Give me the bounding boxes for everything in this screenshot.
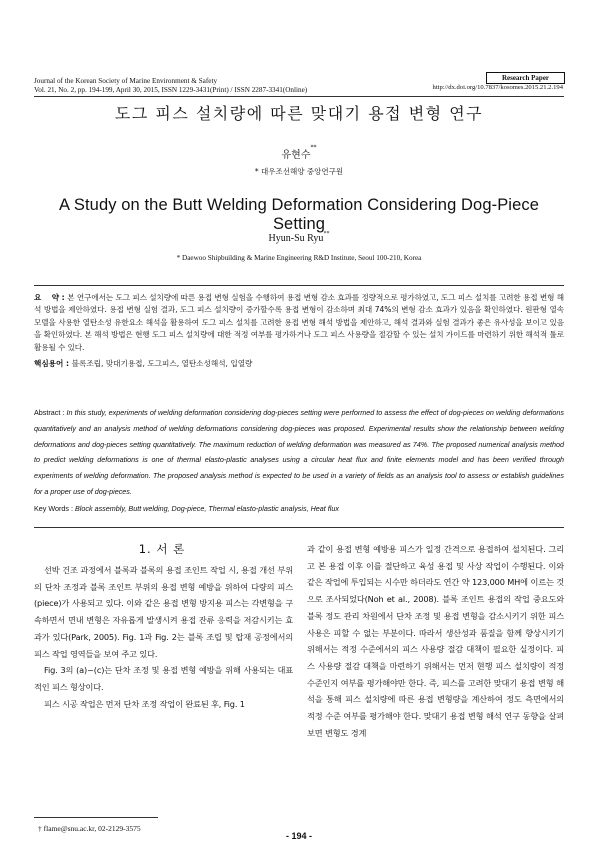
journal-name: Journal of the Korean Society of Marine Environment & Safety [34,77,218,85]
abstract-top-rule [34,285,564,286]
header-rule [34,96,564,97]
korean-keywords-label: 핵심용어 : [34,359,72,368]
page-number: - 194 - [285,831,312,841]
body-paragraph: 선박 건조 과정에서 블록과 블록의 용접 조인트 작업 시, 용접 개선 부위의 단차 조정과 블록 조인트 부위의 용접 변형 예방을 위하여 다량의 피스(piece)가 사용되고 있다. 이와 같은 용접 변형 방지용 피스는 각변형을 구속하면서 면내 변형은 자유롭게 발생시켜 용접 잔류 응력을 저감시키는 효과가 있다(Park, 2005). Fig. 1과 Fig. 2는 블록 조립 및 탑재 공정에서의 피스 작업 영역들을 보여 주고 있다. [34,565,293,659]
footnote-rule [34,817,158,818]
korean-author-name: 유현수 [281,150,311,161]
korean-keywords-text: 블록조립, 맞대기용접, 도그피스, 열탄소성해석, 입열량 [71,359,253,368]
english-abstract-label: Abstract : [34,408,67,417]
korean-abstract-label: 요 약 : [34,293,68,302]
corresponding-author-footnote: † flame@snu.ac.kr, 02-2129-3575 [38,824,141,833]
korean-abstract [34,292,564,354]
english-author-name: Hyun-Su Ryu [268,233,324,244]
section-title-introduction: 1. 서 론 [138,542,186,556]
korean-author [34,146,564,161]
doi-link[interactable]: http://dx.doi.org/10.7837/kosomes.2015.21.2.194 [432,84,563,91]
body-left-column [34,562,293,712]
english-keywords-label: Key Words : [34,504,76,513]
body-paragraph: 피스 시공 작업은 먼저 단차 조정 작업이 완료된 후, Fig. 1 [44,698,245,709]
english-keywords [34,504,564,513]
research-paper-badge: Research Paper [486,72,565,84]
body-right-column [307,541,564,741]
english-abstract-text: In this study, experiments of welding deformation considering dog-pieces setting were performed to assess the effect of dog-pieces on welding deformations quantitatively and an analysis method of welding deformations considering dog-pieces was proposed. Experimental results show the relationship between welding deformations and dog-pieces setting quantitatively. The maximum reduction of welding deformation was measured as 74%. The proposed numerical analysis method to predict welding deformations is one of thermal elasto-plastic analyses using a circular heat flux and finite elements model and has been verified through experiments of welding deformation. The proposed analysis method is expected to be used in a variety of fields as an analysis tool to assess or establish guidelines for a proper use of dog-pieces. [34,408,564,496]
korean-author-mark: ** [310,144,317,151]
korean-title: 도그 피스 설치량에 따른 맞대기 용접 변형 연구 [114,104,484,123]
journal-citation: Vol. 21, No. 2, pp. 194-199, April 30, 2015, ISSN 1229-3431(Print) / ISSN 2287-3341(Online) [34,86,308,94]
korean-abstract-text: 본 연구에서는 도그 피스 설치량에 따른 용접 변형 실험을 수행하여 용접 변형 감소 효과를 정량적으로 평가하였고, 도그 피스 설치를 고려한 용접 변형 해석 방법을 제안하였다. 용접 변형 실험 결과, 도그 피스 설치량이 증가할수록 용접 변형이 감소하며 최대 74%의 변형 감소 효과가 있음을 확인하였다. 원판형 열속 모델을 사용한 열탄소성 유한요소 해석을 활용하여 도그 피스 설치를 고려한 용접 변형 해석 방법을 제안하고, 해석 결과와 실험 결과가 좋은 유사성을 보이고 있음을 확인하였다. 본 해석 방법은 현행 도그 피스 설치량에 대한 적정 여부를 평가하거나 도그 피스 사용량을 절감할 수 있는 설치 가이드를 마련하기 위한 해석적 툴로 활용될 수 있다. [34,293,564,352]
english-keywords-text: Block assembly, Butt welding, Dog-piece, Thermal elasto-plastic analysis, Heat flux [75,504,339,513]
korean-keywords [34,358,564,369]
body-paragraph: Fig. 3의 (a)~(c)는 단차 조정 및 용접 변형 예방을 위해 사용되는 대표적인 피스 형상이다. [34,665,293,692]
english-title: A Study on the Butt Welding Deformation Considering Dog-Piece Setting [59,196,539,233]
korean-affiliation: * 대우조선해양 중앙연구원 [254,167,344,176]
english-affiliation: * Daewoo Shipbuilding & Marine Engineering R&D Institute, Seoul 100-210, Korea [176,254,422,262]
english-author [34,233,564,244]
english-author-mark: ** [323,231,330,237]
abstract-bottom-rule [34,527,564,528]
body-paragraph: 과 같이 용접 변형 예방용 피스가 일정 간격으로 용접하여 설치된다. 그리고 본 용접 이후 이를 절단하고 육성 용접 및 사상 작업이 수행된다. 이와 같은 작업에 투입되는 시수만 하더라도 연간 약 123,000 MH에 이르는 것으로 조사되었다(Noh et al., 2008). 블록 조인트 용접의 작업 중요도와 블록 정도 관리 차원에서 단차 조정 및 용접 변형을 감소시키기 위한 피스 사용은 피할 수 없는 부분이다. 따라서 생산성과 품질을 함께 향상시키기 위해서는 적정 수준에서의 피스 사용량 절감 대책이 필요한 실정이다. 피스 사용량 절감 대책을 마련하기 위해서는 먼저 현행 피스 설치량이 적정 수준인지 여부를 평가해야만 한다. 즉, 피스를 고려한 맞대기 용접 변형 해석을 통해 피스 설치량에 따른 용접 변형량을 계산하여 정도 측면에서의 적정 수준 여부를 평가해야 한다. 맞대기 용접 변형 해석 연구 동향을 살펴보면 변형도 경계 [307,544,564,738]
english-abstract [34,405,564,500]
